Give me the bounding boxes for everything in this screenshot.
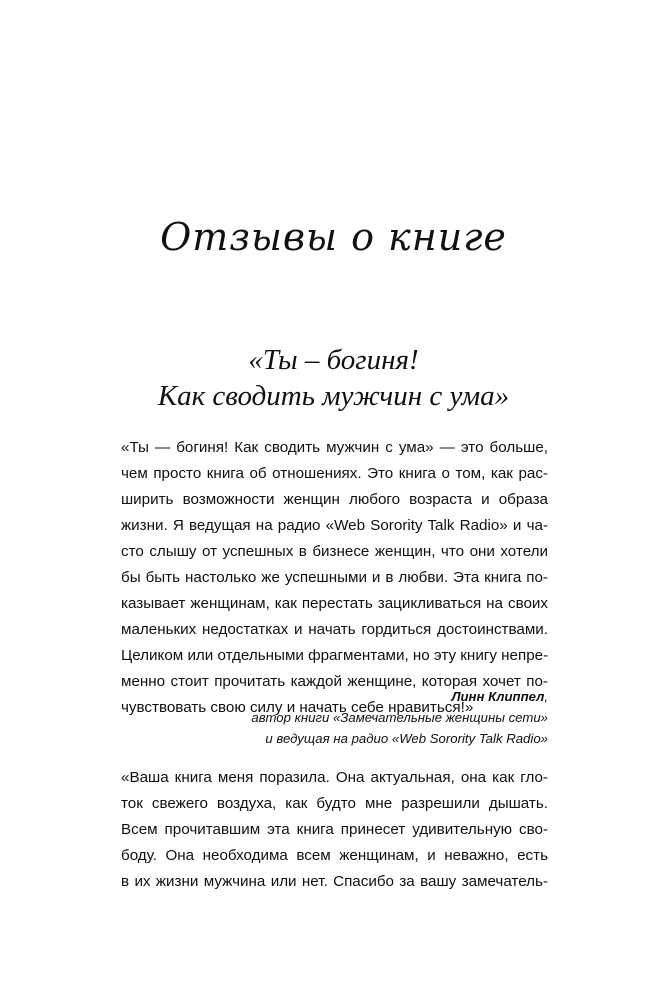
book-title-line-2: Как сводить мужчин с ума» xyxy=(157,380,510,412)
review-line: «Ты — богиня! Как сводить мужчин с ума» — это больше, xyxy=(121,439,548,456)
review-2 xyxy=(121,765,548,895)
review-line: казывает женщинам, как перестать зацикливаться на своих xyxy=(121,595,548,612)
attribution-role-2: и ведущая на радио «Web Sorority Talk Radio» xyxy=(265,731,548,746)
attribution-author: Линн Клиппел xyxy=(451,689,545,704)
review-line: ток свежего воздуха, как будто мне разрешили дышать. xyxy=(121,795,548,812)
review-line: ширить возможности женщин любого возраста и образа xyxy=(121,491,548,508)
attribution-author-punct: , xyxy=(544,689,548,704)
review-line: в их жизни мужчина или нет. Спасибо за вашу замечатель- xyxy=(121,873,548,890)
review-line: маленьких недостатках и начать гордиться достоинствами. xyxy=(121,621,548,638)
attribution-role: автор книги «Замечательные женщины сети» xyxy=(251,710,548,725)
review-line: сто слышу от успешных в бизнесе женщин, что они хотели xyxy=(121,543,548,560)
review-line: чувствовать свою силу и начать себе нравиться!» xyxy=(121,699,474,716)
review-line: боду. Она необходима всем женщинам, и неважно, есть xyxy=(121,847,548,864)
review-line: «Ваша книга меня поразила. Она актуальная, она как гло- xyxy=(121,769,548,786)
section-title: Отзывы о книге xyxy=(160,215,507,259)
review-line: Всем прочитавшим эта книга принесет удивительную сво- xyxy=(121,821,548,838)
review-line: чем просто книга об отношениях. Это книга о том, как рас- xyxy=(121,465,548,482)
review-1 xyxy=(121,435,548,721)
attribution-author-line xyxy=(121,686,548,707)
book-title xyxy=(0,342,667,414)
book-title-line-1: «Ты – богиня! xyxy=(248,344,419,376)
review-line: жизни. Я ведущая на радио «Web Sorority Talk Radio» и ча- xyxy=(121,517,548,534)
review-line: бы быть настолько же успешными и в любви. Эта книга по- xyxy=(121,569,548,586)
review-line: Целиком или отдельными фрагментами, но эту книгу непре- xyxy=(121,647,549,664)
review-line: менно стоит прочитать каждой женщине, которая хочет по- xyxy=(121,673,548,690)
review-1-attribution xyxy=(121,686,548,749)
